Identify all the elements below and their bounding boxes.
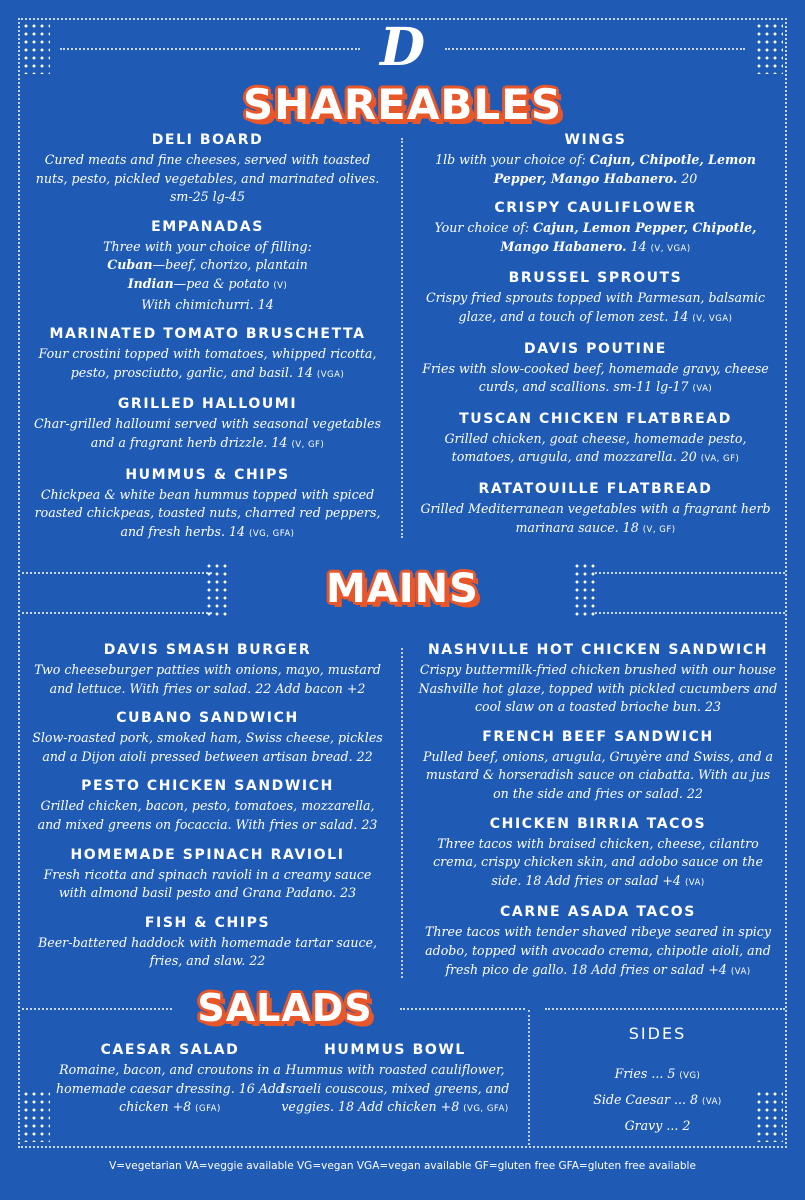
menu-item [30, 710, 385, 766]
mains-left-column [30, 642, 385, 983]
item-name: CRISPY CAULIFLOWER [494, 200, 697, 217]
item-name: NASHVILLE HOT CHICKEN SANDWICH [427, 642, 769, 658]
menu-item [30, 847, 385, 903]
diet-tag: (VA, GF) [700, 454, 740, 465]
side-item-text: Fries ... 5 [614, 1066, 680, 1081]
item-desc-text: Romaine, bacon, and croutons in a homemade caesar dressing. 16 Add chicken +8 [56, 1062, 284, 1115]
diet-tag: (VA) [684, 877, 705, 888]
shareables-right-column [418, 132, 773, 551]
item-name: DAVIS SMASH BURGER [103, 642, 312, 658]
item-desc-line [30, 256, 385, 275]
diet-tag: (VG) [679, 1071, 701, 1081]
sides-list [528, 1062, 787, 1140]
salads-column-2 [280, 1042, 510, 1131]
item-description [418, 219, 773, 258]
logo-mark: D [379, 17, 426, 78]
diet-tag: (V, GF) [291, 439, 325, 450]
menu-item [418, 816, 778, 893]
item-description: Cured meats and fine cheeses, served with toasted nuts, pesto, pickled vegetables, and marinated olives. sm-25 lg-45 [35, 152, 380, 205]
diet-legend: V=vegetarian VA=veggie available VG=vegan VGA=vegan available GF=gluten free GFA=gluten free available [109, 1160, 696, 1172]
menu-item [418, 132, 773, 188]
diet-tag: (V, VGA) [692, 313, 733, 324]
menu-item [30, 467, 385, 544]
logo-rule-left [60, 48, 360, 50]
item-option-bold: Cajun, Lemon Pepper, Chipotle, Mango Habanero. [500, 220, 757, 254]
menu-item [30, 132, 385, 207]
item-name: BRUSSEL SPROUTS [508, 270, 683, 287]
item-description [418, 500, 773, 539]
diet-tag: (VG, GFA) [249, 528, 295, 539]
side-item-text: Gravy ... 2 [624, 1118, 691, 1133]
section-title-mains: MAINS [326, 566, 479, 612]
item-desc-text: Four crostini topped with tomatoes, whipped ricotta, pesto, prosciutto, garlic, and basil. 14 [38, 346, 377, 380]
item-name: HOMEMADE SPINACH RAVIOLI [70, 846, 345, 863]
sides-rule-top [545, 1008, 785, 1010]
menu-item [30, 778, 385, 834]
item-name: CAESAR SALAD [100, 1042, 240, 1058]
item-option-bold: Indian [127, 275, 174, 291]
item-desc-text: Grilled chicken, goat cheese, homemade pesto, tomatoes, arugula, and mozzarella. 20 [444, 430, 747, 465]
item-description: Fresh ricotta and spinach ravioli in a creamy sauce with almond basil pesto and Grana Padano. 23 [43, 866, 372, 901]
menu-item [418, 270, 773, 328]
item-description [418, 923, 778, 981]
item-name: CUBANO SANDWICH [116, 710, 299, 727]
menu-item [30, 219, 385, 314]
item-desc-text: 1lb with your choice of: [435, 152, 590, 167]
item-name: GRILLED HALLOUMI [117, 396, 298, 413]
item-option-text: —beef, chorizo, plantain [152, 257, 308, 273]
item-desc-text: Three tacos with tender shaved ribeye seared in spicy adobo, topped with avocado crema, chipotle aioli, and fresh pico de gallo. 18 Add fries or salad +4 [425, 924, 771, 977]
item-desc-line [30, 275, 385, 296]
diet-tag: (VGA) [316, 369, 345, 380]
side-item [528, 1062, 787, 1088]
diet-tag: (VG, GFA) [463, 1104, 509, 1115]
item-price: 14 [626, 238, 651, 254]
item-description [30, 345, 385, 384]
item-name: FRENCH BEEF SANDWICH [482, 728, 714, 745]
item-desc-text: Chickpea & white bean hummus topped with spiced roasted chickpeas, toasted nuts, charred red peppers, and fresh herbs. 14 [34, 486, 381, 539]
side-item [528, 1088, 787, 1114]
item-desc-text: Fries with slow-cooked beef, homemade gravy, cheese curds, and scallions. sm-11 lg-17 [422, 360, 769, 395]
item-description: Slow-roasted pork, smoked ham, Swiss cheese, pickles and a Dijon aioli pressed between artisan bread. 22 [32, 730, 383, 764]
diet-tag: (V, GF) [642, 524, 676, 535]
item-description [280, 1061, 510, 1119]
menu-item [30, 396, 385, 454]
menu-item [418, 341, 773, 399]
item-description: Crispy buttermilk-fried chicken brushed with our house Nashville hot glaze, topped with pickled cucumbers and cool slaw on a toasted brioche bun. 23 [418, 662, 778, 715]
menu-item [418, 411, 773, 469]
shareables-divider [401, 138, 403, 538]
item-description: Grilled chicken, bacon, pesto, tomatoes, mozzarella, and mixed greens on focaccia. With fries or salad. 23 [37, 798, 378, 832]
item-name: MARINATED TOMATO BRUSCHETTA [49, 326, 366, 343]
diet-tag: (V, VGA) [650, 243, 691, 254]
menu-item [418, 729, 778, 804]
item-description [418, 835, 778, 893]
item-description [418, 151, 773, 188]
item-name: WINGS [564, 132, 627, 148]
diet-tag: (V) [273, 280, 288, 291]
menu-item [418, 642, 778, 717]
salads-rule-left [22, 1008, 172, 1010]
item-description [40, 1061, 300, 1119]
item-desc-text: Your choice of: [434, 220, 534, 236]
item-description [418, 430, 773, 469]
item-desc-text: Grilled Mediterranean vegetables with a fragrant herb marinara sauce. 18 [420, 500, 771, 535]
item-name: TUSCAN CHICKEN FLATBREAD [459, 410, 732, 427]
menu-item [30, 326, 385, 384]
item-description: Beer-battered haddock with homemade tartar sauce, fries, and slaw. 22 [38, 934, 377, 969]
menu-item [418, 481, 773, 539]
item-name: FISH & CHIPS [144, 914, 271, 931]
salads-rule-right [400, 1008, 525, 1010]
menu-item [418, 200, 773, 258]
item-description [30, 415, 385, 454]
item-name: HUMMUS BOWL [324, 1042, 466, 1058]
section-title-sides: SIDES [628, 1024, 687, 1043]
item-description: Pulled beef, onions, arugula, Gruyère and Swiss, and a mustard & horseradish sauce on ciabatta. With au jus on the side and fries or salad. 22 [422, 748, 774, 801]
item-name: DELI BOARD [151, 132, 264, 148]
diet-tag: (VA) [730, 966, 751, 977]
item-desc-line: Three with your choice of filling: [103, 238, 312, 254]
item-description [418, 360, 773, 399]
mains-rule-right-lower [595, 612, 785, 614]
item-description [30, 486, 385, 544]
menu-item [40, 1042, 300, 1119]
item-desc-line: With chimichurri. 14 [141, 296, 274, 312]
item-name: EMPANADAS [151, 218, 264, 235]
salads-column-1 [40, 1042, 300, 1131]
item-price: 20 [677, 170, 698, 186]
side-item [528, 1114, 787, 1140]
item-name: HUMMUS & CHIPS [125, 466, 290, 483]
item-name: RATATOUILLE FLATBREAD [478, 480, 713, 497]
item-description [418, 289, 773, 328]
item-name: CHICKEN BIRRIA TACOS [489, 815, 707, 832]
menu-item [280, 1042, 510, 1119]
mains-right-column [418, 642, 778, 993]
diet-tag: (GFA) [195, 1104, 221, 1115]
item-description: Two cheeseburger patties with onions, mayo, mustard and lettuce. With fries or salad. 22 Add bacon +2 [34, 662, 381, 696]
mains-rule-left-lower [22, 612, 212, 614]
item-option-bold: Cajun, Chipotle, Lemon Pepper, Mango Habanero. [493, 152, 756, 186]
item-desc-text: Crispy fried sprouts topped with Parmesan, balsamic glaze, and a touch of lemon zest. 14 [425, 290, 766, 324]
item-desc-text: Hummus with roasted cauliflower, Israeli couscous, mixed greens, and veggies. 18 Add chicken +8 [280, 1062, 510, 1115]
item-option-bold: Cuban [107, 257, 153, 273]
diet-tag: (VA) [692, 384, 713, 395]
item-name: DAVIS POUTINE [524, 340, 667, 357]
menu-item [30, 915, 385, 971]
item-name: CARNE ASADA TACOS [500, 904, 696, 921]
item-option-text: —pea & potato [173, 275, 274, 291]
item-name: PESTO CHICKEN SANDWICH [81, 778, 334, 795]
diet-tag: (VA) [702, 1097, 722, 1107]
item-description [30, 238, 385, 314]
menu-item [30, 642, 385, 698]
section-title-shareables: SHAREABLES [242, 80, 563, 129]
menu-item [418, 904, 778, 981]
mains-divider [401, 648, 403, 978]
section-title-salads: SALADS [197, 986, 373, 1030]
side-item-text: Side Caesar ... 8 [593, 1092, 703, 1107]
item-desc-text: Char-grilled halloumi served with seasonal vegetables and a fragrant herb drizzle. 14 [34, 416, 381, 450]
item-desc-text: Three tacos with braised chicken, cheese, cilantro crema, crispy chicken skin, and adobo sauce on the side. 18 Add fries or salad +4 [433, 835, 763, 888]
shareables-left-column [30, 132, 385, 555]
logo-rule-right [445, 48, 745, 50]
